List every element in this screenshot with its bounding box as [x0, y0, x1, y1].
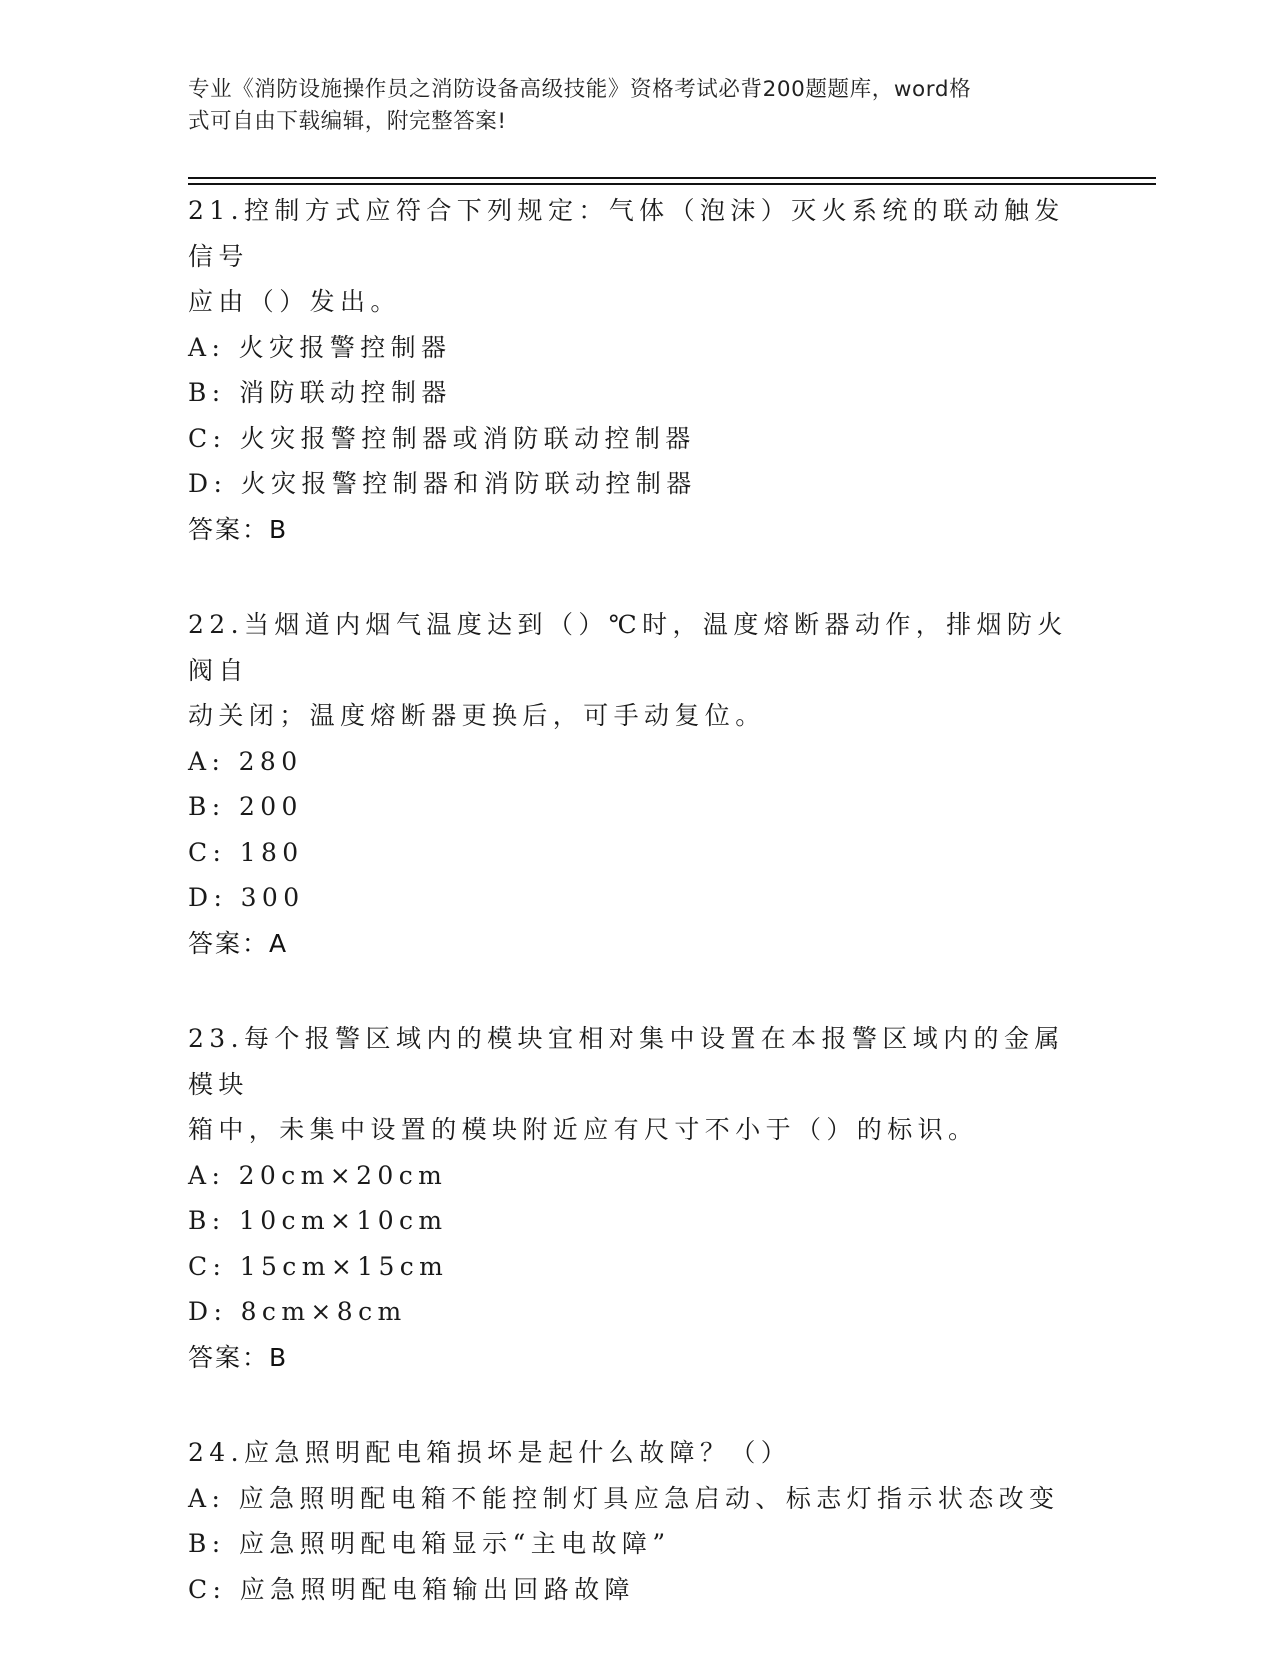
option-a: A: 20cm×20cm [188, 1160, 448, 1190]
question-22 [188, 602, 1088, 966]
answer-line: 答案：B [188, 1342, 289, 1372]
question-stem-line: 应由（）发出。 [188, 287, 401, 316]
option-c: C: 15cm×15cm [188, 1251, 449, 1281]
option-c: C: 火灾报警控制器或消防联动控制器 [188, 423, 696, 453]
question-list [188, 188, 1088, 1662]
option-b: B: 10cm×10cm [188, 1206, 448, 1235]
question-stem-line: 22.当烟道内烟气温度达到（）℃时，温度熔断器动作，排烟防火阀自 [188, 610, 1068, 685]
question-21 [188, 188, 1088, 552]
option-c: C: 应急照明配电箱输出回路故障 [188, 1574, 635, 1604]
option-d: D: 300 [188, 883, 305, 912]
option-b: B: 应急照明配电箱显示“主电故障” [188, 1529, 671, 1558]
question-stem-line: 动关闭；温度熔断器更换后，可手动复位。 [188, 701, 766, 730]
option-b: B: 消防联动控制器 [188, 378, 452, 407]
option-a: A: 280 [188, 746, 303, 776]
header-line-1: 专业《消防设施操作员之消防设备高级技能》资格考试必背200题题库，word格 [188, 77, 972, 102]
question-stem-line: 23.每个报警区域内的模块宜相对集中设置在本报警区域内的金属模块 [188, 1024, 1065, 1099]
answer-line: 答案：A [188, 928, 289, 958]
question-23 [188, 1016, 1088, 1380]
option-c: C: 180 [188, 837, 304, 867]
option-d: D: 火灾报警控制器和消防联动控制器 [188, 469, 697, 498]
header-divider-bottom [188, 183, 1156, 185]
question-24 [188, 1430, 1088, 1612]
option-a: A: 火灾报警控制器 [188, 332, 452, 362]
question-stem-line: 箱中，未集中设置的模块附近应有尺寸不小于（）的标识。 [188, 1115, 979, 1144]
option-b: B: 200 [188, 792, 303, 821]
header-line-2: 式可自由下载编辑，附完整答案! [188, 109, 507, 134]
question-stem-line: 24.应急照明配电箱损坏是起什么故障？（） [188, 1438, 792, 1467]
answer-line: 答案：B [188, 514, 289, 544]
header-divider-top [188, 177, 1156, 179]
option-d: D: 8cm×8cm [188, 1297, 407, 1326]
document-header [188, 74, 1068, 138]
option-a: A: 应急照明配电箱不能控制灯具应急启动、标志灯指示状态改变 [188, 1483, 1060, 1513]
question-stem-line: 21.控制方式应符合下列规定：气体（泡沫）灭火系统的联动触发信号 [188, 196, 1065, 271]
